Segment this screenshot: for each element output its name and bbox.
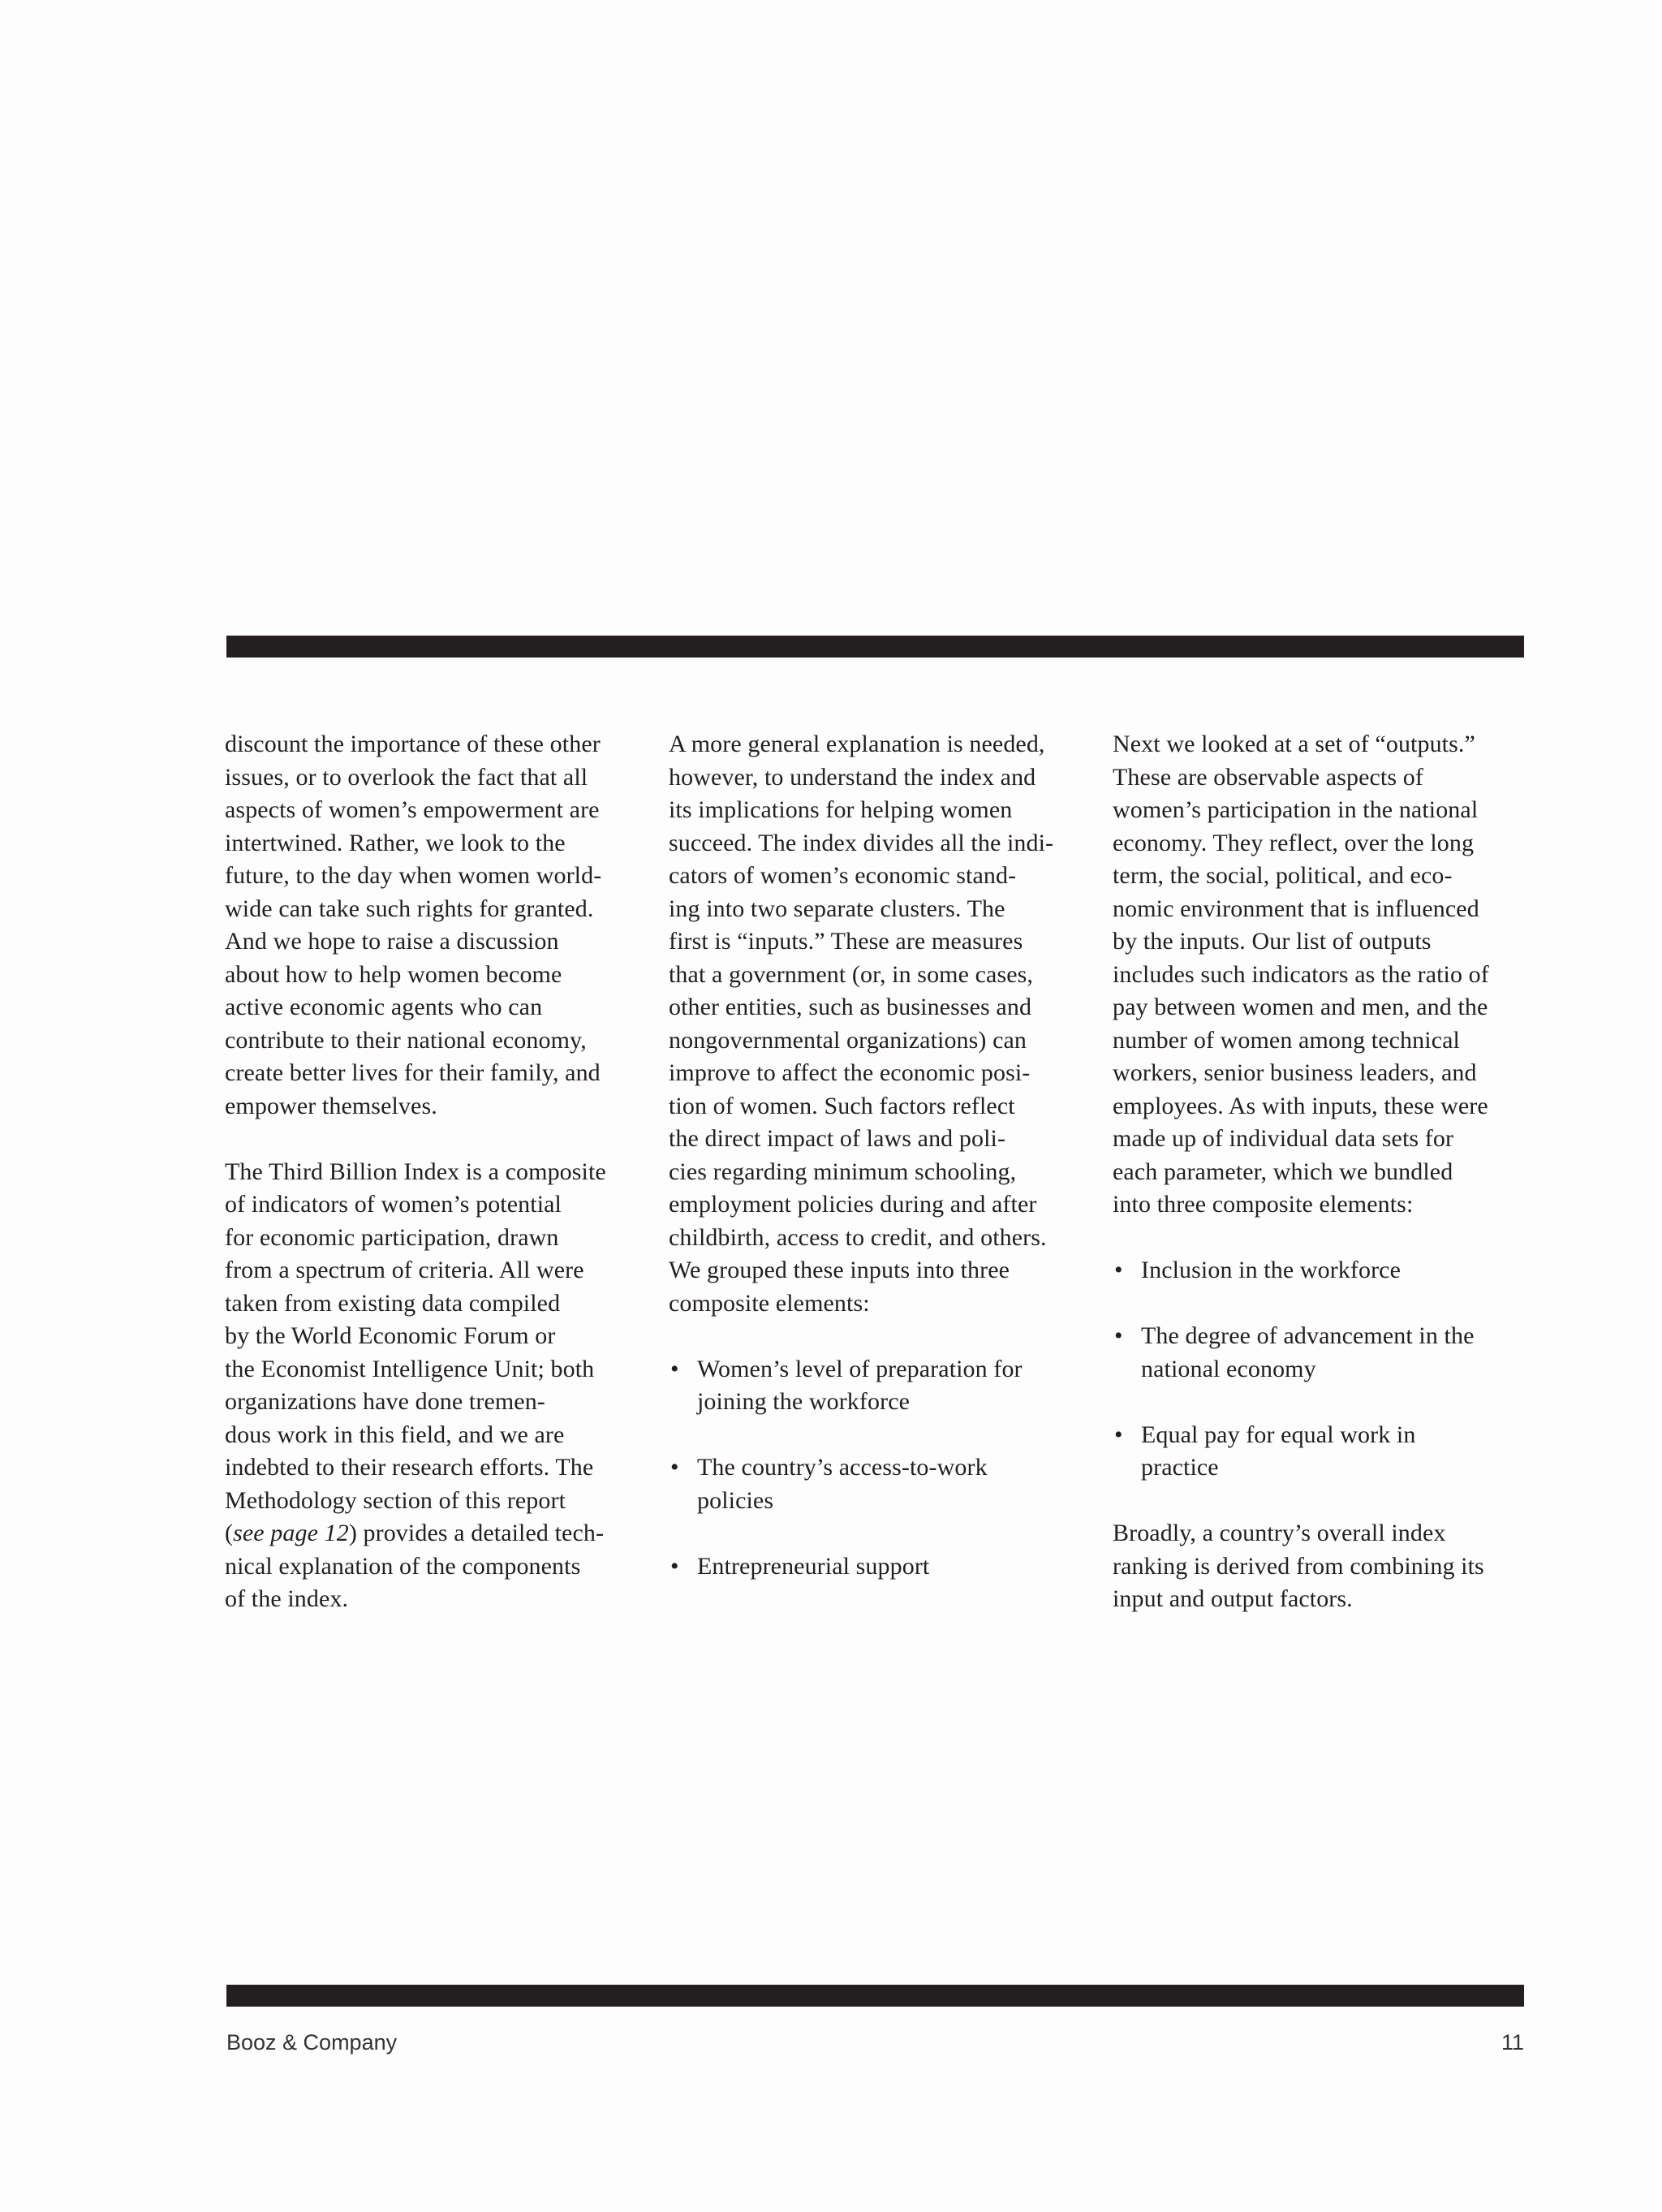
text-line: future, to the day when women world- (225, 862, 602, 889)
text-line: Entrepreneurial support (697, 1552, 930, 1580)
text-line: by the World Economic Forum or (225, 1322, 556, 1349)
footer-rule (226, 1985, 1524, 2007)
text-column-3 (1113, 728, 1551, 1649)
text-line: Equal pay for equal work in (1141, 1421, 1416, 1448)
text-line: into three composite elements: (1113, 1191, 1414, 1218)
bullet-icon: • (670, 1355, 679, 1382)
text-line: by the inputs. Our list of outputs (1113, 928, 1432, 955)
text-line: includes such indicators as the ratio of (1113, 960, 1489, 988)
text-line: practice (1141, 1454, 1219, 1481)
text-line: intertwined. Rather, we look to the (225, 829, 566, 856)
text-line: childbirth, access to credit, and others. (669, 1223, 1047, 1251)
text-line: term, the social, political, and eco- (1113, 862, 1453, 889)
text-line: These are observable aspects of (1113, 763, 1423, 791)
text-line: joining the workforce (697, 1388, 911, 1415)
bullet-icon: • (1114, 1421, 1123, 1448)
text-line: number of women among technical (1113, 1026, 1460, 1054)
text-line: made up of individual data sets for (1113, 1125, 1454, 1152)
text-line: Women’s level of preparation for (697, 1355, 1023, 1382)
text-line: aspects of women’s empowerment are (225, 796, 600, 823)
text-line: input and output factors. (1113, 1585, 1353, 1612)
text-line: women’s participation in the national (1113, 796, 1479, 823)
text-line: of the index. (225, 1585, 349, 1612)
bullet-icon: • (1114, 1322, 1123, 1349)
text-line: its implications for helping women (669, 796, 1013, 823)
list-item (669, 1550, 1107, 1584)
text-line: A more general explanation is needed, (669, 731, 1045, 757)
header-rule (226, 636, 1524, 658)
text-line: composite elements: (669, 1289, 870, 1317)
bullet-icon: • (1114, 1257, 1123, 1283)
bullet-icon: • (670, 1552, 679, 1580)
text-line: succeed. The index divides all the indi- (669, 829, 1054, 856)
text-line: active economic agents who can (225, 994, 543, 1020)
text-line: wide can take such rights for granted. (225, 895, 594, 922)
text-line: policies (697, 1486, 774, 1514)
text-line: Inclusion in the workforce (1141, 1257, 1402, 1283)
text-column-1 (225, 728, 663, 1649)
text-line: employees. As with inputs, these were (1113, 1092, 1488, 1119)
text-line: about how to help women become (225, 960, 562, 988)
inputs-bullet-list (669, 1353, 1107, 1584)
text-line: nical explanation of the components (225, 1552, 581, 1580)
text-line: Methodology section of this report (225, 1486, 566, 1514)
text-line: from a spectrum of criteria. All were (225, 1257, 584, 1283)
text-line: Next we looked at a set of “outputs.” (1113, 731, 1475, 757)
column2-paragraph-1 (669, 728, 1107, 1320)
text-line: national economy (1141, 1355, 1316, 1382)
text-line: economy. They reflect, over the long (1113, 829, 1475, 856)
text-line: however, to understand the index and (669, 763, 1036, 791)
text-line: The Third Billion Index is a composite (225, 1158, 606, 1185)
page-number: 11 (1501, 2030, 1524, 2055)
text-line: ing into two separate clusters. The (669, 895, 1005, 922)
list-item (669, 1451, 1107, 1517)
text-line-with-page-reference (225, 1517, 663, 1550)
list-item (1113, 1254, 1551, 1287)
text-line: empower themselves. (225, 1092, 437, 1119)
text-line: of indicators of women’s potential (225, 1191, 562, 1218)
column1-paragraph-2 (225, 1156, 663, 1616)
text-line: tion of women. Such factors reflect (669, 1092, 1015, 1119)
text-line: employment policies during and after (669, 1191, 1037, 1218)
text-line: discount the importance of these other (225, 731, 601, 757)
text-line: cies regarding minimum schooling, (669, 1158, 1017, 1185)
text-line: create better lives for their family, and (225, 1059, 601, 1086)
text-line: issues, or to overlook the fact that all (225, 763, 588, 791)
text-line: the Economist Intelligence Unit; both (225, 1355, 595, 1382)
text-line: workers, senior business leaders, and (1113, 1059, 1477, 1086)
text-line: The degree of advancement in the (1141, 1322, 1475, 1349)
bullet-icon: • (670, 1454, 679, 1481)
text-line: nomic environment that is influenced (1113, 895, 1479, 922)
text-line: improve to affect the economic posi- (669, 1059, 1031, 1086)
text-line: ranking is derived from combining its (1113, 1552, 1484, 1580)
text-column-2 (669, 728, 1107, 1616)
text-line: dous work in this field, and we are (225, 1421, 565, 1448)
paren-open: ( (225, 1520, 234, 1546)
text-line: first is “inputs.” These are measures (669, 928, 1023, 955)
footer-company-name: Booz & Company (226, 2030, 398, 2055)
text-line: cators of women’s economic stand- (669, 862, 1017, 889)
column1-paragraph-1 (225, 728, 663, 1123)
text-line: other entities, such as businesses and (669, 994, 1032, 1020)
list-item (1113, 1419, 1551, 1485)
column3-paragraph-2 (1113, 1517, 1551, 1616)
text-line: organizations have done tremen- (225, 1388, 545, 1415)
text-line: that a government (or, in some cases, (669, 960, 1034, 988)
text-line: We grouped these inputs into three (669, 1257, 1010, 1283)
column3-paragraph-1 (1113, 728, 1551, 1222)
outputs-bullet-list (1113, 1254, 1551, 1485)
text-fragment: ) provides a detailed tech- (348, 1520, 605, 1546)
text-line: And we hope to raise a discussion (225, 928, 559, 955)
text-line: nongovernmental organizations) can (669, 1026, 1027, 1054)
list-item (1113, 1320, 1551, 1386)
text-line: Broadly, a country’s overall index (1113, 1520, 1446, 1546)
text-line: The country’s access-to-work (697, 1454, 988, 1481)
text-line: contribute to their national economy, (225, 1026, 587, 1054)
text-line: for economic participation, drawn (225, 1223, 559, 1251)
text-line: the direct impact of laws and poli- (669, 1125, 1006, 1152)
text-line: indebted to their research efforts. The (225, 1454, 594, 1481)
text-line: each parameter, which we bundled (1113, 1158, 1453, 1185)
page-reference: see page 12 (233, 1520, 349, 1546)
list-item (669, 1353, 1107, 1419)
text-line: taken from existing data compiled (225, 1289, 561, 1317)
text-line: pay between women and men, and the (1113, 994, 1488, 1020)
